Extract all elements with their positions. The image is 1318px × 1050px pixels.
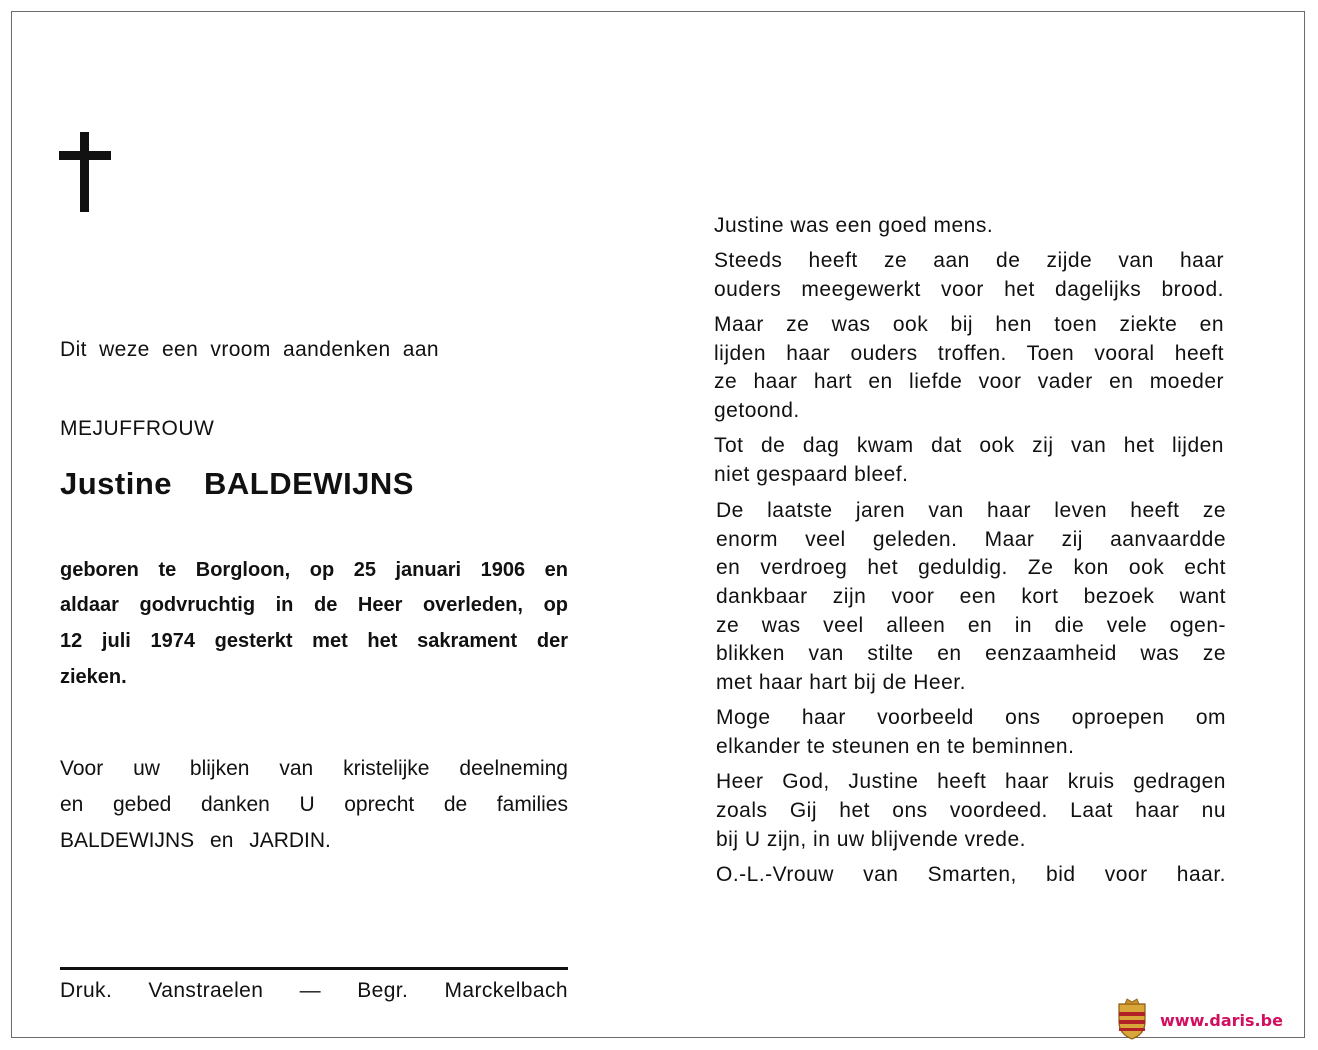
watermark-link[interactable]: www.daris.be [1160, 1011, 1283, 1030]
coat-of-arms-icon [1115, 998, 1149, 1040]
text-line: zoals Gij het ons voordeed. Laat haar nu [716, 799, 1226, 822]
text-line: blikken van stilte en eenzaamheid was ze [716, 642, 1226, 665]
text-line: Justine was een goed mens. [714, 214, 994, 237]
text-line: ze was veel alleen en in die vele ogen- [716, 614, 1226, 637]
text-line: ze haar hart en liefde voor vader en moeder [714, 370, 1224, 393]
cross-icon [59, 132, 111, 212]
printer-name: Vanstraelen [148, 979, 264, 1002]
intro-text: Dit weze een vroom aandenken aan [60, 338, 440, 361]
last-name: BALDEWIJNS [204, 466, 414, 501]
birth-line: geboren te Borgloon, op 25 januari 1906 en [60, 559, 568, 581]
text-line: O.-L.-Vrouw van Smarten, bid voor haar. [716, 863, 1226, 886]
deceased-name [60, 466, 414, 502]
text-line: De laatste jaren van haar leven heeft ze [716, 499, 1226, 522]
text-line: Tot de dag kwam dat ook zij van het lijden [714, 434, 1224, 457]
text-line: elkander te steunen en te beminnen. [716, 735, 1075, 758]
text-line: Steeds heeft ze aan de zijde van haar [714, 249, 1224, 272]
birth-line: zieken. [60, 666, 127, 688]
thanks-line: en gebed danken U oprecht de families [60, 793, 568, 816]
text-line: lijden haar ouders troffen. Toen vooral heeft [714, 342, 1224, 365]
birth-line: 12 juli 1974 gesterkt met het sakrament der [60, 630, 568, 652]
undertaker-label: Begr. [357, 979, 409, 1002]
footer-dash: — [299, 979, 321, 1002]
text-line: niet gespaard bleef. [714, 463, 909, 486]
text-line: met haar hart bij de Heer. [716, 671, 966, 694]
text-line: dankbaar zijn voor een kort bezoek want [716, 585, 1226, 608]
text-line: en verdroeg het geduldig. Ze kon ook echt [716, 556, 1226, 579]
text-line: Maar ze was ook bij hen toen ziekte en [714, 313, 1224, 336]
text-line: bij U zijn, in uw blijvende vrede. [716, 828, 1026, 851]
printer-label: Druk. [60, 979, 113, 1002]
birth-line: aldaar godvruchtig in de Heer overleden, op [60, 594, 568, 616]
honorific-title: MEJUFFROUW [60, 417, 215, 440]
text-line: enorm veel geleden. Maar zij aanvaardde [716, 528, 1226, 551]
text-line: getoond. [714, 399, 800, 422]
text-line: Moge haar voorbeeld ons oproepen om [716, 706, 1226, 729]
text-line: ouders meegewerkt voor het dagelijks brood. [714, 278, 1224, 301]
thanks-line: Voor uw blijken van kristelijke deelneming [60, 757, 568, 780]
undertaker-name: Marckelbach [444, 979, 568, 1002]
printer-footer [60, 979, 568, 1003]
first-name: Justine [60, 466, 173, 501]
footer-divider [60, 967, 568, 970]
thanks-line: BALDEWIJNS en JARDIN. [60, 829, 331, 852]
text-line: Heer God, Justine heeft haar kruis gedragen [716, 770, 1226, 793]
